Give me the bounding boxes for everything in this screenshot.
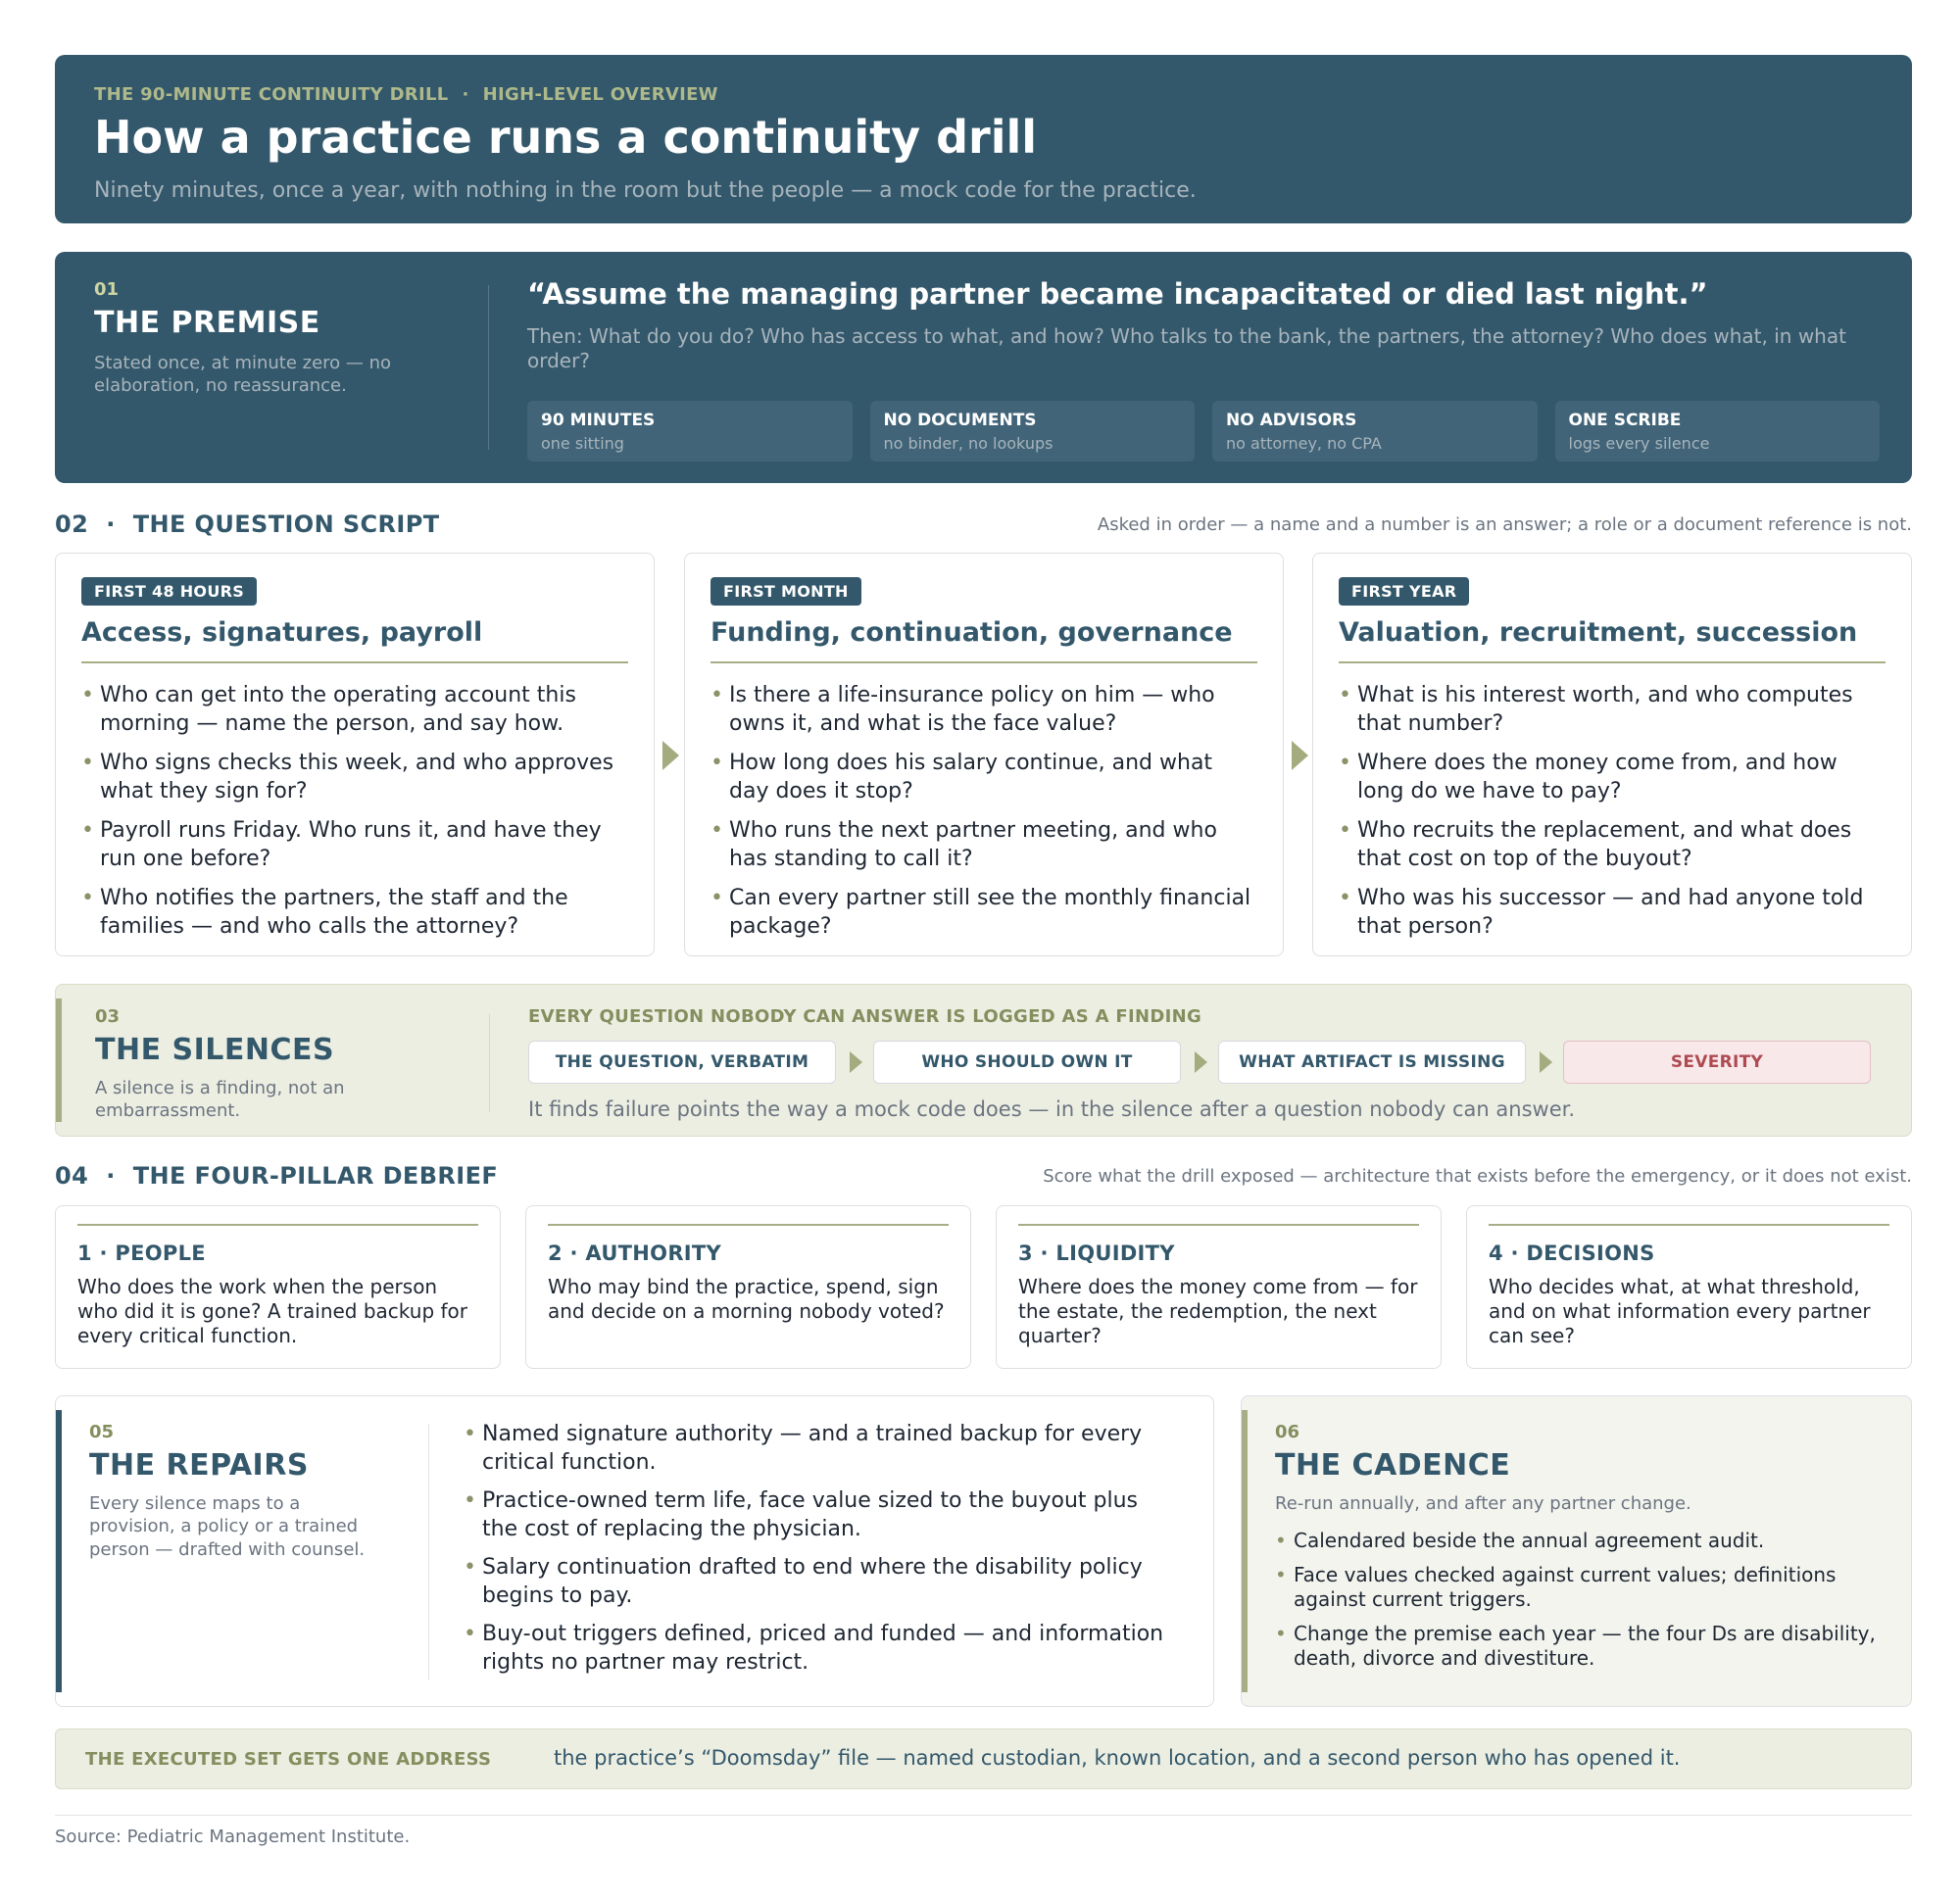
repair-item: • Named signature authority — and a trained backup for every critical function. [464, 1420, 1169, 1477]
cadence-description: Re-run annually, and after any partner change. [1275, 1493, 1691, 1514]
question-item: • How long does his salary continue, and what day does it stop? [710, 749, 1257, 805]
flow-arrow-icon [1540, 1051, 1552, 1073]
flow-arrow-icon [662, 741, 679, 770]
pillar-rule [1489, 1224, 1889, 1226]
premise-description: Stated once, at minute zero — no elaboration, no reassurance. [94, 353, 392, 397]
rule-chip-subtitle: logs every silence [1568, 434, 1710, 453]
repairs-list [464, 1420, 1169, 1686]
premise-quote: “Assume the managing partner became incapacitated or died last night.” [527, 277, 1708, 311]
phase-tag: FIRST MONTH [710, 577, 861, 606]
section-number: 04 [55, 1162, 89, 1190]
premise-rules [527, 401, 1880, 462]
finding-field: THE QUESTION, VERBATIM [528, 1041, 836, 1084]
question-item: • Who runs the next partner meeting, and who has standing to call it? [710, 816, 1257, 873]
rule-chip-title: 90 MINUTES [541, 411, 656, 430]
band-label: THE EXECUTED SET GETS ONE ADDRESS [85, 1749, 492, 1770]
section-number: 02 [55, 511, 89, 538]
rule-chip-title: NO ADVISORS [1226, 411, 1357, 430]
pillar-rule [77, 1224, 478, 1226]
question-list [1339, 681, 1886, 941]
premise-followup: Then: What do you do? Who has access to what, and how? Who talks to the bank, the partners, the attorney? Who does what, in what order? [527, 324, 1846, 372]
silences-heading-block [95, 1006, 467, 1123]
silences-footnote: It finds failure points the way a mock code does — in the silence after a question nobody can answer. [528, 1097, 1575, 1121]
flow-arrow-icon [1195, 1051, 1207, 1073]
repair-item: • Practice-owned term life, face value sized to the buyout plus the cost of replacing the physician. [464, 1486, 1169, 1543]
question-item: • Can every partner still see the monthly financial package? [710, 884, 1257, 941]
repairs-title: THE REPAIRS [89, 1448, 309, 1483]
card-title: Valuation, recruitment, succession [1339, 617, 1886, 663]
question-card-first-month [684, 553, 1284, 956]
card-title: Funding, continuation, governance [710, 617, 1257, 663]
question-card-first-48-hours [55, 553, 655, 956]
cadence-content [1275, 1422, 1883, 1680]
rule-chip [527, 401, 853, 462]
question-item: • Payroll runs Friday. Who runs it, and have they run one before? [81, 816, 628, 873]
cadence-number: 06 [1275, 1422, 1300, 1442]
pillar-text: Who does the work when the person who did it is gone? A trained backup for every critical function. [77, 1275, 467, 1347]
repair-item: • Salary continuation drafted to end where the disability policy begins to pay. [464, 1553, 1169, 1610]
rule-chip [870, 401, 1196, 462]
premise-title: THE PREMISE [94, 306, 320, 340]
pillar-card-people [55, 1205, 501, 1369]
question-script-heading [55, 511, 1912, 546]
question-item: • Where does the money come from, and how long do we have to pay? [1339, 749, 1886, 805]
question-item: • Who was his successor — and had anyone told that person? [1339, 884, 1886, 941]
pillar-rule [1018, 1224, 1419, 1226]
silences-divider [489, 1014, 490, 1112]
pillar-text: Who decides what, at what threshold, and on what information every partner can see? [1489, 1275, 1871, 1347]
source-note: Source: Pediatric Management Institute. [55, 1826, 411, 1847]
section-note: Asked in order — a name and a number is an answer; a role or a document reference is not. [1097, 514, 1912, 535]
finding-fields-flow [528, 1041, 1881, 1084]
repairs-divider [428, 1424, 429, 1680]
rule-chip-subtitle: no binder, no lookups [883, 434, 1054, 453]
repair-item: • Buy-out triggers defined, priced and funded — and information rights no partner may restrict. [464, 1620, 1169, 1677]
silences-caption: EVERY QUESTION NOBODY CAN ANSWER IS LOGGED AS A FINDING [528, 1006, 1202, 1027]
section-title: THE QUESTION SCRIPT [132, 511, 440, 538]
card-title: Access, signatures, payroll [81, 617, 628, 663]
pillar-title: 4 · DECISIONS [1489, 1242, 1655, 1265]
question-item: • Who signs checks this week, and who approves what they sign for? [81, 749, 628, 805]
finding-field: WHO SHOULD OWN IT [873, 1041, 1181, 1084]
question-item: • What is his interest worth, and who computes that number? [1339, 681, 1886, 738]
rule-chip-title: NO DOCUMENTS [883, 411, 1037, 430]
premise-divider [488, 285, 489, 450]
question-list [710, 681, 1257, 941]
cadence-title: THE CADENCE [1275, 1448, 1511, 1483]
section-separator: · [106, 1162, 116, 1190]
silences-description: A silence is a finding, not an embarrassment. [95, 1078, 345, 1122]
repairs-description: Every silence maps to a provision, a policy or a trained person — drafted with counsel. [89, 1493, 366, 1560]
phase-tag: FIRST YEAR [1339, 577, 1469, 606]
pillar-card-decisions [1466, 1205, 1912, 1369]
section-note: Score what the drill exposed — architecture that exists before the emergency, or it does not exist. [1043, 1166, 1912, 1187]
premise-panel [55, 252, 1912, 483]
header-eyebrow [94, 84, 1873, 105]
pillar-title: 3 · LIQUIDITY [1018, 1242, 1175, 1265]
silences-log-block [528, 1006, 1881, 1121]
pillar-title: 1 · PEOPLE [77, 1242, 206, 1265]
silences-title: THE SILENCES [95, 1033, 335, 1067]
pillar-text: Where does the money come from — for the estate, the redemption, the next quarter? [1018, 1275, 1418, 1347]
pillar-rule [548, 1224, 949, 1226]
question-card-first-year [1312, 553, 1912, 956]
rule-chip [1555, 401, 1881, 462]
rule-chip-subtitle: one sitting [541, 434, 624, 453]
page-subtitle: Ninety minutes, once a year, with nothing in the room but the people — a mock code for the practice. [94, 177, 1197, 203]
silences-panel [55, 984, 1912, 1137]
repairs-number: 05 [89, 1422, 115, 1442]
finding-field: WHAT ARTIFACT IS MISSING [1218, 1041, 1526, 1084]
premise-heading-block [94, 279, 466, 398]
accent-bar [56, 1410, 62, 1692]
cadence-item: • Face values checked against current values; definitions against current triggers. [1275, 1563, 1883, 1612]
doomsday-file-band [55, 1729, 1912, 1789]
accent-bar [1242, 1410, 1248, 1692]
pillar-text: Who may bind the practice, spend, sign and decide on a morning nobody voted? [548, 1275, 945, 1323]
pillar-card-authority [525, 1205, 971, 1369]
rule-chip-subtitle: no attorney, no CPA [1226, 434, 1382, 453]
pillar-title: 2 · AUTHORITY [548, 1242, 722, 1265]
severity-field: SEVERITY [1563, 1041, 1871, 1084]
accent-bar [56, 998, 62, 1122]
cadence-item: • Calendared beside the annual agreement audit. [1275, 1529, 1883, 1553]
header-banner [55, 55, 1912, 223]
cadence-panel [1241, 1395, 1912, 1707]
section-label [55, 511, 440, 538]
band-text: the practice’s “Doomsday” file — named custodian, known location, and a second person who has opened it. [554, 1746, 1681, 1770]
repairs-panel [55, 1395, 1214, 1707]
pillar-card-liquidity [996, 1205, 1442, 1369]
cadence-list [1275, 1529, 1883, 1671]
question-item: • Who notifies the partners, the staff and the families — and who calls the attorney? [81, 884, 628, 941]
rule-chip [1212, 401, 1538, 462]
section-label [55, 1162, 498, 1190]
flow-arrow-icon [1292, 741, 1308, 770]
repairs-heading-block [89, 1422, 383, 1561]
eyebrow-separator: · [462, 84, 469, 105]
silences-number: 03 [95, 1006, 121, 1027]
question-item: • Who can get into the operating account this morning — name the person, and say how. [81, 681, 628, 738]
question-list [81, 681, 628, 941]
page-title: How a practice runs a continuity drill [94, 111, 1038, 164]
footer-divider [55, 1815, 1912, 1816]
eyebrow-left: THE 90-MINUTE CONTINUITY DRILL [94, 84, 449, 105]
cadence-item: • Change the premise each year — the four Ds are disability, death, divorce and divestiture. [1275, 1622, 1883, 1671]
flow-arrow-icon [850, 1051, 862, 1073]
eyebrow-right: HIGH-LEVEL OVERVIEW [482, 84, 718, 105]
rule-chip-title: ONE SCRIBE [1568, 411, 1682, 430]
section-separator: · [106, 511, 116, 538]
question-item: • Who recruits the replacement, and what does that cost on top of the buyout? [1339, 816, 1886, 873]
section-title: THE FOUR-PILLAR DEBRIEF [132, 1162, 499, 1190]
question-item: • Is there a life-insurance policy on him — who owns it, and what is the face value? [710, 681, 1257, 738]
debrief-heading [55, 1162, 1912, 1197]
premise-statement-block [527, 277, 1880, 373]
phase-tag: FIRST 48 HOURS [81, 577, 257, 606]
premise-number: 01 [94, 279, 120, 300]
